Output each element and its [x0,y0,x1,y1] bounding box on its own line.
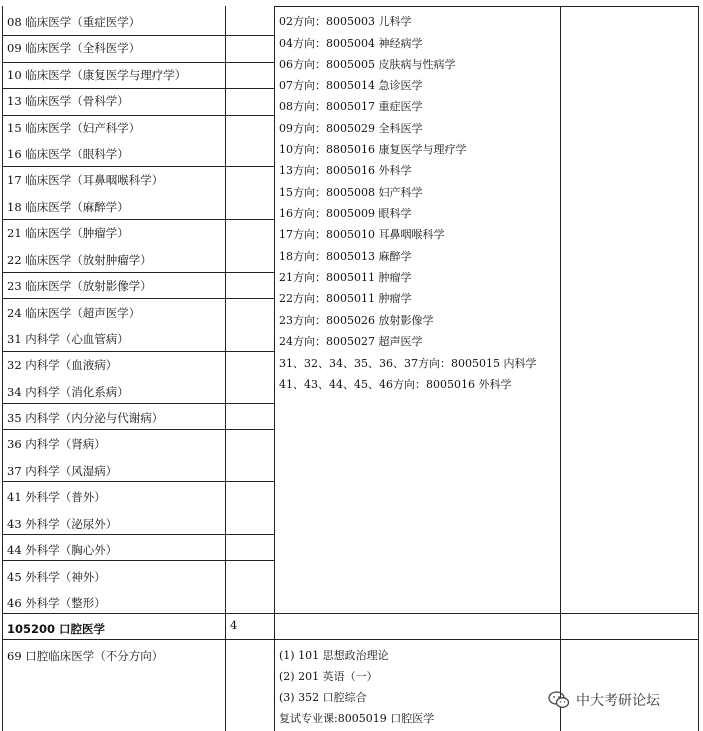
exam-subject: (2) 201 英语（一） [279,670,378,683]
program-row: 23 临床医学（放射影像学） [7,279,152,293]
direction-line: 23方向：8005026 放射影像学 [279,314,434,327]
direction-line: 22方向：8005011 肿瘤学 [279,292,412,305]
row-divider [2,534,274,535]
row-divider [2,272,274,273]
exam-subject: (1) 101 思想政治理论 [279,649,389,662]
program-row: 09 临床医学（全科医学） [7,41,141,55]
row-divider [2,35,274,36]
program-row: 31 内科学（心血管病） [7,332,129,346]
row-divider [2,62,274,63]
column-divider-2 [274,6,275,731]
program-row: 36 内科学（肾病） [7,437,106,451]
exam-subject: (3) 352 口腔综合 [279,691,367,704]
direction-line: 41、43、44、45、46方向：8005016 外科学 [279,378,512,391]
program-row: 32 内科学（血液病） [7,358,118,372]
direction-line: 21方向：8005011 肿瘤学 [279,271,412,284]
direction-line: 13方向：8005016 外科学 [279,164,412,177]
row-divider [2,298,274,299]
direction-line: 02方向：8005003 儿科学 [279,15,412,28]
program-row: 43 外科学（泌尿外） [7,517,118,531]
enrollment-count: 4 [230,618,238,632]
program-row: 22 临床医学（放射肿瘤学） [7,253,152,267]
program-row: 15 临床医学（妇产科学） [7,121,141,135]
direction-line: 04方向：8005004 神经病学 [279,37,423,50]
program-row: 10 临床医学（康复医学与理疗学） [7,68,187,82]
program-row: 18 临床医学（麻醉学） [7,200,129,214]
row-divider [2,481,274,482]
program-row: 44 外科学（胸心外） [7,543,118,557]
program-row: 13 临床医学（骨科学） [7,94,129,108]
direction-line: 07方向：8005014 急诊医学 [279,79,423,92]
program-row: 37 内科学（风湿病） [7,464,118,478]
program-row: 69 口腔临床医学（不分方向） [7,649,164,663]
program-row: 41 外科学（普外） [7,490,106,504]
program-row: 46 外科学（整形） [7,596,106,610]
top-border-right [274,6,699,7]
direction-line: 10方向：8805016 康复医学与理疗学 [279,143,467,156]
retest-subject: 复试专业课:8005019 口腔医学 [279,712,435,725]
row-divider [2,88,274,89]
direction-line: 08方向：8005017 重症医学 [279,100,423,113]
watermark-text: 中大考研论坛 [576,693,660,709]
watermark [548,688,660,712]
direction-line: 18方向：8005013 麻醉学 [279,250,412,263]
section-title: 105200 口腔医学 [7,622,106,636]
direction-line: 06方向：8005005 皮肤病与性病学 [279,58,456,71]
direction-line: 15方向：8005008 妇产科学 [279,186,423,199]
row-divider [2,115,274,116]
direction-line: 16方向：8005009 眼科学 [279,207,412,220]
column-divider-3 [560,6,561,731]
row-divider [2,351,274,352]
direction-line: 24方向：8005027 超声医学 [279,335,423,348]
row-divider [2,219,274,220]
program-row: 21 临床医学（肿瘤学） [7,226,129,240]
row-divider [2,429,274,430]
direction-line: 17方向：8005010 耳鼻咽喉科学 [279,228,445,241]
row-divider [2,560,274,561]
program-row: 16 临床医学（眼科学） [7,147,129,161]
wechat-icon [548,690,570,710]
row-divider [2,166,274,167]
section-divider-bottom [2,639,699,640]
program-row: 17 临床医学（耳鼻咽喉科学） [7,173,164,187]
program-row: 45 外科学（神外） [7,570,106,584]
direction-line: 31、32、34、35、36、37方向：8005015 内科学 [279,357,537,370]
table-border-right [698,6,699,731]
program-row: 08 临床医学（重症医学） [7,15,141,29]
program-row: 24 临床医学（超声医学） [7,306,141,320]
row-divider [2,403,274,404]
direction-line: 09方向：8005029 全科医学 [279,122,423,135]
program-row: 34 内科学（消化系病） [7,385,129,399]
program-row: 35 内科学（内分泌与代谢病） [7,411,164,425]
section-divider-top [2,613,699,614]
